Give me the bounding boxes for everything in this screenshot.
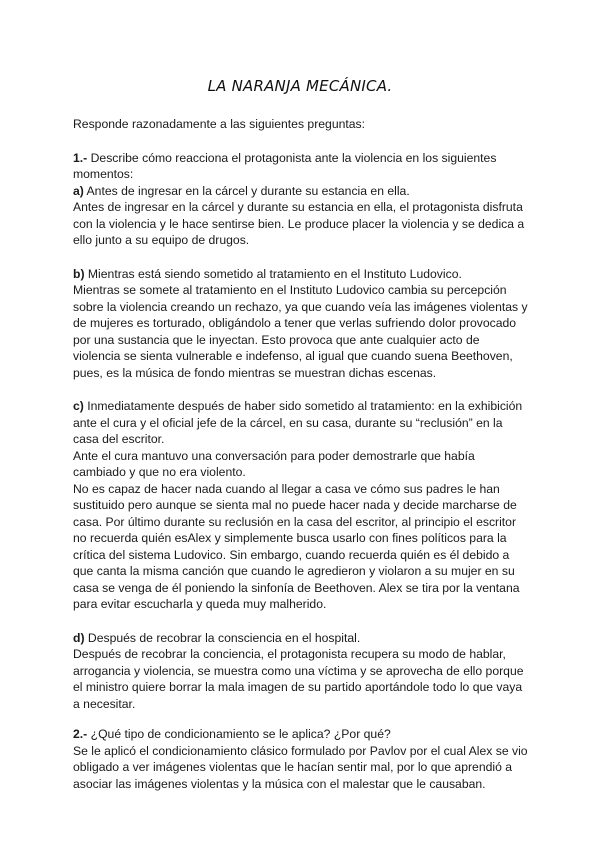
question-1b-label: b) bbox=[73, 266, 85, 281]
question-1d bbox=[73, 630, 529, 647]
question-1b-prompt: Mientras está siendo sometido al tratamiento en el Instituto Ludovico. bbox=[84, 266, 462, 281]
answer-1a: Antes de ingresar en la cárcel y durante su estancia en ella, el protagonista disfruta con la violencia y le hace sentirse bien. Le produce placer la violencia y se dedica a ello junto a su equipo de drugos. bbox=[73, 200, 525, 247]
answer-1d: Después de recobrar la conciencia, el protagonista recupera su modo de hablar, arrogancia y violencia, se muestra como una víctima y se aprovecha de ello porque el ministro quiere borrar la mala imagen de su partido aportándole todo lo que vaya a necesitar. bbox=[73, 647, 524, 711]
answer-1c-part2: No es capaz de hacer nada cuando al llegar a casa ve cómo sus padres le han sustituido pero aunque se sienta mal no puede hacer nada y decide marcharse de casa. Por último durante su reclusión en la casa del escritor, al principio el escritor no recuerda quién esAlex y simplemente busca usarlo con fines políticos para la crítica del sistema Ludovico. Sin embargo, cuando recuerda quién es él debido a que canta la misma canción que cuando le agredieron y violaron a su mujer en su casa se venga de él poniendo la sinfonía de Beethoven. Alex se tira por la ventana para evitar escucharla y queda muy malherido. bbox=[73, 481, 520, 611]
question-1c-prompt: Inmediatamente después de haber sido sometido al tratamiento: en la exhibición ante el cura y el oficial jefe de la cárcel, en su casa, durante su “reclusión” en la casa del escritor. bbox=[73, 399, 523, 446]
question-2 bbox=[73, 726, 529, 743]
document-body bbox=[73, 116, 529, 792]
question-1c-label: c) bbox=[73, 399, 84, 413]
question-1 bbox=[73, 150, 529, 183]
question-2-text: ¿Qué tipo de condicionamiento se le aplica? ¿Por qué? bbox=[87, 727, 391, 741]
answer-2: Se le aplicó el condicionamiento clásico formulado por Pavlov por el cual Alex se vio obligado a ver imágenes violentas que le hacían sentir mal, por lo que aprendió a asociar las imágenes violentas y la música con el malestar que le causaban. bbox=[73, 743, 528, 791]
answer-1b: Mientras se somete al tratamiento en el Instituto Ludovico cambia su percepción sobre la violencia creando un rechazo, ya que cuando veía las imágenes violentas y de mujeres es torturado, obligándolo a tener que verlas sufriendo dolor provocado por una sustancia que le inyectan. Esto provoca que ante cualquier acto de violencia se sienta vulnerable e indefenso, al igual que cuando suena Beethoven, pues, es la música de fondo mientras se muestran dichas escenas. bbox=[73, 283, 528, 380]
question-1a bbox=[73, 183, 529, 200]
document-title: LA NARANJA MECÁNICA. bbox=[207, 77, 393, 95]
question-1d-prompt: Después de recobrar la consciencia en el hospital. bbox=[84, 630, 361, 645]
question-1a-label: a) bbox=[73, 183, 84, 198]
answer-1c-part1: Ante el cura mantuvo una conversación para poder demostrarle que había cambiado y que no era violento. bbox=[73, 448, 475, 479]
intro-instruction: Responde razonadamente a las siguientes preguntas: bbox=[73, 117, 366, 131]
question-2-number: 2.- bbox=[73, 727, 88, 741]
question-1c bbox=[73, 398, 529, 448]
question-1-text: Describe cómo reacciona el protagonista ante la violencia en los siguientes momentos: bbox=[73, 150, 497, 181]
question-1d-label: d) bbox=[73, 630, 85, 645]
question-1b bbox=[73, 266, 529, 283]
question-1-number: 1.- bbox=[73, 150, 88, 165]
question-1a-prompt: Antes de ingresar en la cárcel y durante su estancia en ella. bbox=[83, 183, 410, 198]
